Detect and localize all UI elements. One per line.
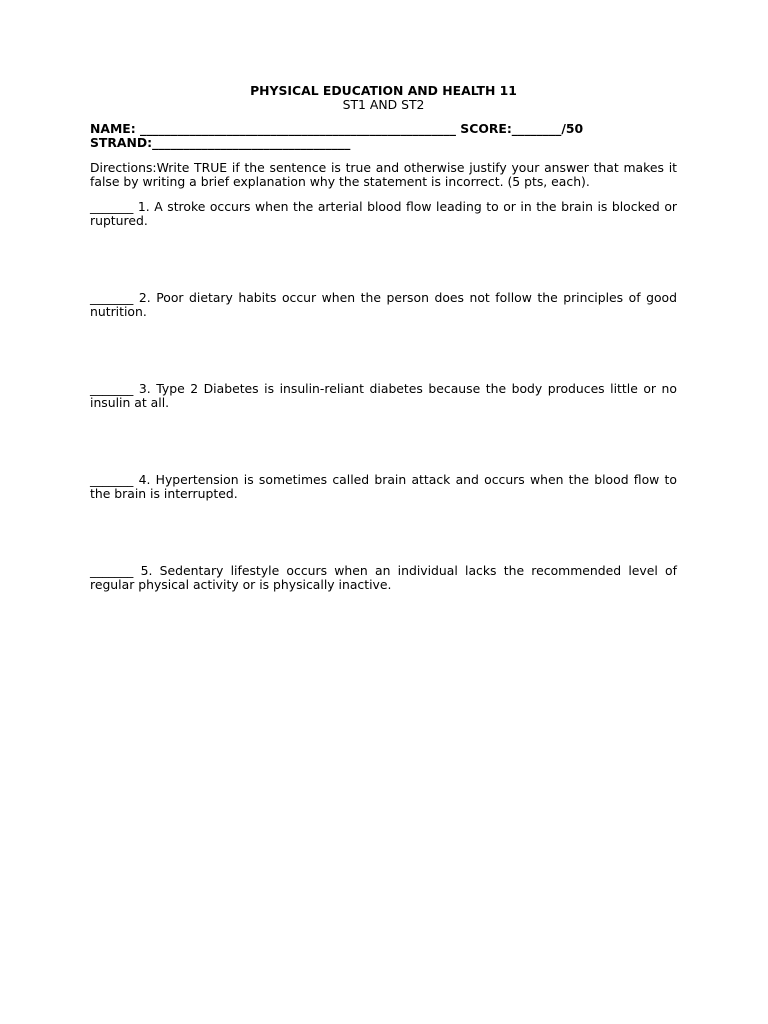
question-1: _______ 1. A stroke occurs when the arterial blood flow leading to or in the brain is blocked or ruptured. xyxy=(90,199,677,228)
question-3: _______ 3. Type 2 Diabetes is insulin-reliant diabetes because the body produces little or no insulin at all. xyxy=(90,381,677,410)
name-score-line: NAME: ___________________________________________________ SCORE:________/50 xyxy=(90,121,584,136)
question-2: _______ 2. Poor dietary habits occur when the person does not follow the principles of good nutrition. xyxy=(90,290,677,319)
document-title: PHYSICAL EDUCATION AND HEALTH 11 xyxy=(250,83,517,98)
strand-line: STRAND:________________________________ xyxy=(90,134,351,150)
document-page xyxy=(90,84,677,591)
question-5: _______ 5. Sedentary lifestyle occurs when an individual lacks the recommended level of regular physical activity or is physically inactive. xyxy=(90,563,677,592)
directions-text: Directions:Write TRUE if the sentence is true and otherwise justify your answer that makes it false by writing a brief explanation why the statement is incorrect. (5 pts, each). xyxy=(90,160,677,189)
question-4: _______ 4. Hypertension is sometimes called brain attack and occurs when the blood flow to the brain is interrupted. xyxy=(90,472,677,501)
document-subtitle: ST1 AND ST2 xyxy=(342,96,425,112)
